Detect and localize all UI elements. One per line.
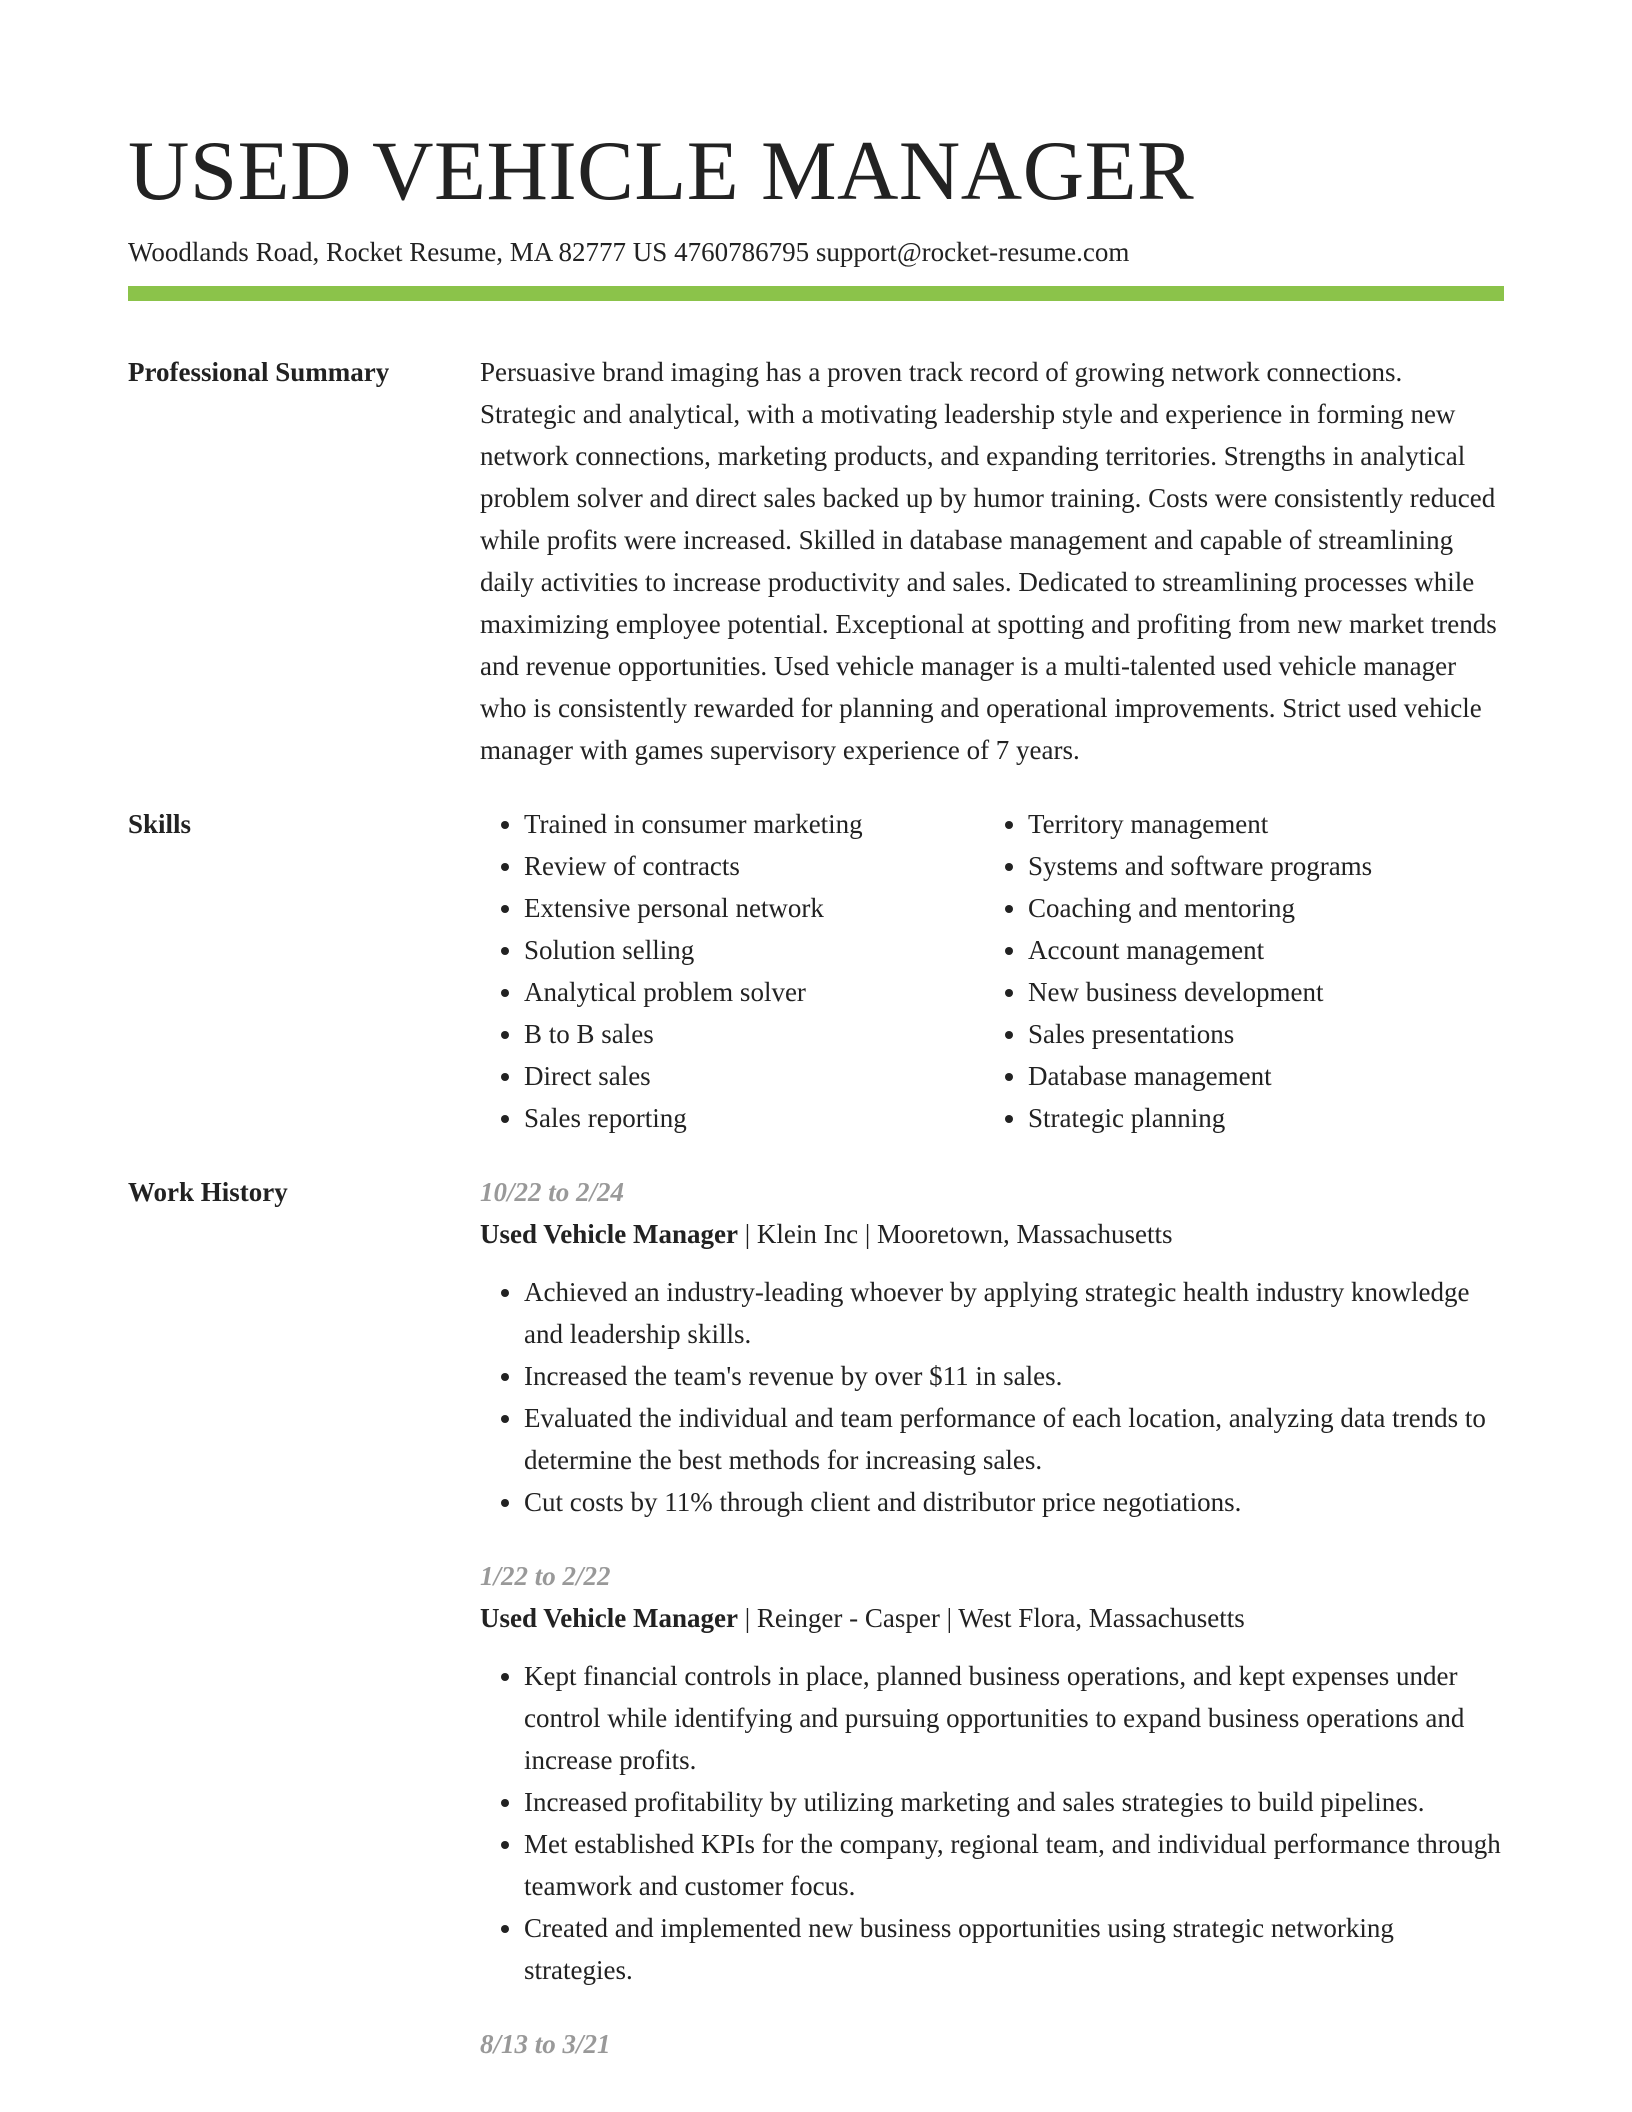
job-bullet: • Achieved an industry-leading whoever by applying strategic health industry knowledge and leadership skills.	[524, 1271, 1504, 1355]
skill-item: • Trained in consumer marketing	[524, 803, 984, 845]
skills-section	[128, 803, 1504, 1139]
job-bullet: • Increased the team's revenue by over $11 in sales.	[524, 1355, 1504, 1397]
skills-list-right	[984, 803, 1488, 1139]
skill-item: • Systems and software programs	[1028, 845, 1488, 887]
contact-address: Woodlands Road, Rocket Resume, MA 82777 US	[128, 237, 668, 267]
job-heading	[480, 1213, 1504, 1255]
summary-heading: Professional Summary	[128, 357, 390, 387]
skill-item: • Sales presentations	[1028, 1013, 1488, 1055]
skill-item: • New business development	[1028, 971, 1488, 1013]
skills-list-left	[480, 803, 984, 1139]
skill-item: • Sales reporting	[524, 1097, 984, 1139]
work-history-heading: Work History	[128, 1177, 288, 1207]
skill-item: • Analytical problem solver	[524, 971, 984, 1013]
work-history-body	[480, 1171, 1504, 2097]
job-title: Used Vehicle Manager	[480, 1219, 738, 1249]
skill-item: • Solution selling	[524, 929, 984, 971]
job-bullets	[480, 1271, 1504, 1523]
job-details: | Reinger - Casper | West Flora, Massachusetts	[737, 1603, 1245, 1633]
resume-title: USED VEHICLE MANAGER	[128, 124, 1195, 218]
skills-columns	[480, 803, 1504, 1139]
skill-item: • Strategic planning	[1028, 1097, 1488, 1139]
job-bullet: • Kept financial controls in place, planned business operations, and kept expenses under control while identifying and pursuing opportunities to expand business operations and increase profits.	[524, 1655, 1504, 1781]
skill-item: • Database management	[1028, 1055, 1488, 1097]
skill-item: • Direct sales	[524, 1055, 984, 1097]
job-details: | Klein Inc | Mooretown, Massachusetts	[737, 1219, 1173, 1249]
job-bullet: • Increased profitability by utilizing marketing and sales strategies to build pipelines.	[524, 1781, 1504, 1823]
skill-item: • Extensive personal network	[524, 887, 984, 929]
job-heading	[480, 1597, 1504, 1639]
job-bullet: • Evaluated the individual and team performance of each location, analyzing data trends to determine the best methods for increasing sales.	[524, 1397, 1504, 1481]
job-title: Used Vehicle Manager	[480, 1603, 738, 1633]
skill-item: • Account management	[1028, 929, 1488, 971]
skills-body	[480, 803, 1504, 1139]
contact-line	[128, 235, 1504, 269]
skill-item: • Coaching and mentoring	[1028, 887, 1488, 929]
summary-text: Persuasive brand imaging has a proven track record of growing network connections. Strategic and analytical, with a motivating leadership style and experience in forming new network connections, marketing products, and expanding territories. Strengths in analytical problem solver and direct sales backed up by humor training. Costs were consistently reduced while profits were increased. Skilled in database management and capable of streamlining daily activities to increase productivity and sales. Dedicated to streamlining processes while maximizing employee potential. Exceptional at spotting and profiting from new market trends and revenue opportunities. Used vehicle manager is a multi-talented used vehicle manager who is consistently rewarded for planning and operational improvements. Strict used vehicle manager with games supervisory experience of 7 years.	[480, 357, 1497, 765]
job-entry	[480, 1555, 1504, 1991]
skill-item: • Territory management	[1028, 803, 1488, 845]
summary-section	[128, 351, 1504, 771]
job-entry	[480, 1171, 1504, 1523]
contact-phone: 4760786795	[674, 237, 810, 267]
skill-item: • Review of contracts	[524, 845, 984, 887]
job-dates: 10/22 to 2/24	[480, 1177, 625, 1207]
job-bullet: • Cut costs by 11% through client and distributor price negotiations.	[524, 1481, 1504, 1523]
job-bullets	[480, 1655, 1504, 1991]
header-divider	[128, 286, 1504, 301]
job-bullet: • Created and implemented new business opportunities using strategic networking strategies.	[524, 1907, 1504, 1991]
skill-item: • B to B sales	[524, 1013, 984, 1055]
resume-page	[128, 0, 1504, 2097]
contact-email: support@rocket-resume.com	[815, 237, 1130, 267]
job-dates: 1/22 to 2/22	[480, 1561, 611, 1591]
job-dates: 8/13 to 3/21	[480, 2029, 611, 2059]
job-bullet: • Met established KPIs for the company, regional team, and individual performance through teamwork and customer focus.	[524, 1823, 1504, 1907]
work-history-section	[128, 1171, 1504, 2097]
job-entry	[480, 2023, 1504, 2065]
skills-heading: Skills	[128, 809, 192, 839]
